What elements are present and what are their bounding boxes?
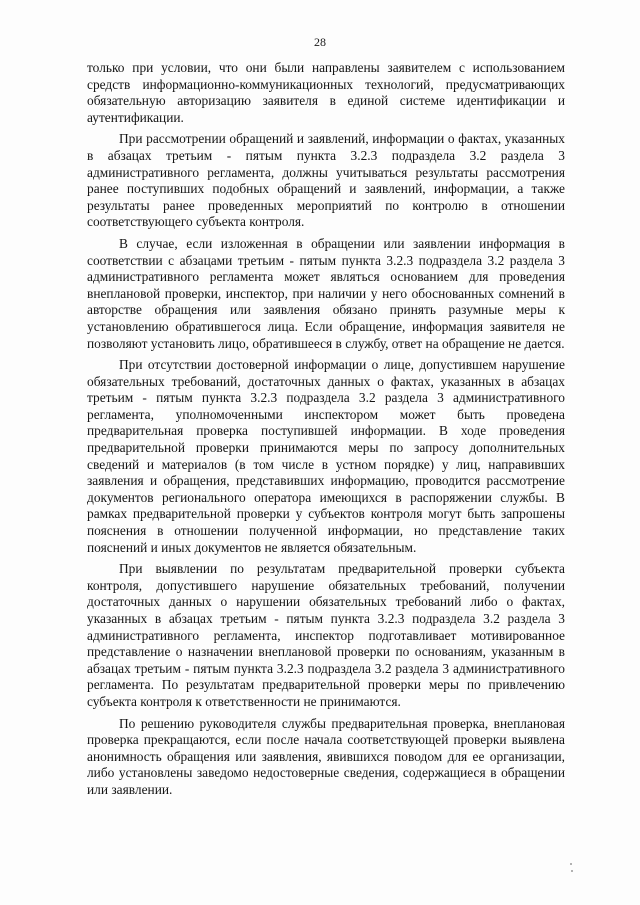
paragraph-5: При выявлении по результатам предварительной проверки субъекта контроля, допустившего нарушение обязательных требований, получении достаточных данных о нарушении обязательных требований либо о фактах, указанных в абзацах третьим - пятым пункта 3.2.3 подраздела 3.2 раздела 3 административного регламента, инспектор подготавливает мотивированное представление о назначении внеплановой проверки по основаниям, указанным в абзацах третьим - пятым пункта 3.2.3 подраздела 3.2 раздела 3 административного регламента. По результатам предварительной проверки меры по привлечению субъекта контроля к ответственности не принимаются.	[87, 561, 565, 709]
scan-speck	[570, 863, 572, 865]
page-number: 28	[314, 35, 326, 49]
paragraph-4: При отсутствии достоверной информации о лице, допустившем нарушение обязательных требований, достаточных данных о фактах, указанных в абзацах третьим - пятым пункта 3.2.3 подраздела 3.2 раздела 3 административного регламента, уполномоченными инспектором может быть проведена предварительная проверка поступившей информации. В ходе проведения предварительной проверки принимаются меры по запросу дополнительных сведений и материалов (в том числе в устном порядке) у лиц, направивших заявления и обращения, представивших информацию, проводится рассмотрение документов регионального оператора имеющихся в распоряжении службы. В рамках предварительной проверки у субъектов контроля могут быть запрошены пояснения в отношении полученной информации, но представление таких пояснений и иных документов не является обязательным.	[87, 357, 565, 555]
document-body	[87, 60, 565, 804]
scan-speck	[571, 870, 573, 872]
paragraph-1: только при условии, что они были направлены заявителем с использованием средств информационно-коммуникационных технологий, предусматривающих обязательную авторизацию заявителя в единой системе идентификации и аутентификации.	[87, 60, 565, 125]
paragraph-6: По решению руководителя службы предварительная проверка, внеплановая проверка прекращаются, если после начала соответствующей проверки выявлена анонимность обращения или заявления, явившихся поводом для ее организации, либо установлены заведомо недостоверные сведения, содержащиеся в обращении или заявлении.	[87, 715, 565, 797]
paragraph-2: При рассмотрении обращений и заявлений, информации о фактах, указанных в абзацах третьим - пятым пункта 3.2.3 подраздела 3.2 раздела 3 административного регламента, должны учитываться результаты рассмотрения ранее поступивших подобных обращений и заявлений, информации, а также результаты ранее проведенных мероприятий по контролю в отношении соответствующего субъекта контроля.	[87, 131, 565, 230]
paragraph-3: В случае, если изложенная в обращении или заявлении информация в соответствии с абзацами третьим - пятым пункта 3.2.3 подраздела 3.2 раздела 3 административного регламента может являться основанием для проведения внеплановой проверки, инспектор, при наличии у него обоснованных сомнений в авторстве обращения или заявления обязано принять разумные меры к установлению обратившегося лица. Если обращение, информация заявителя не позволяют установить лицо, обратившееся в службу, ответ на обращение не дается.	[87, 235, 565, 351]
